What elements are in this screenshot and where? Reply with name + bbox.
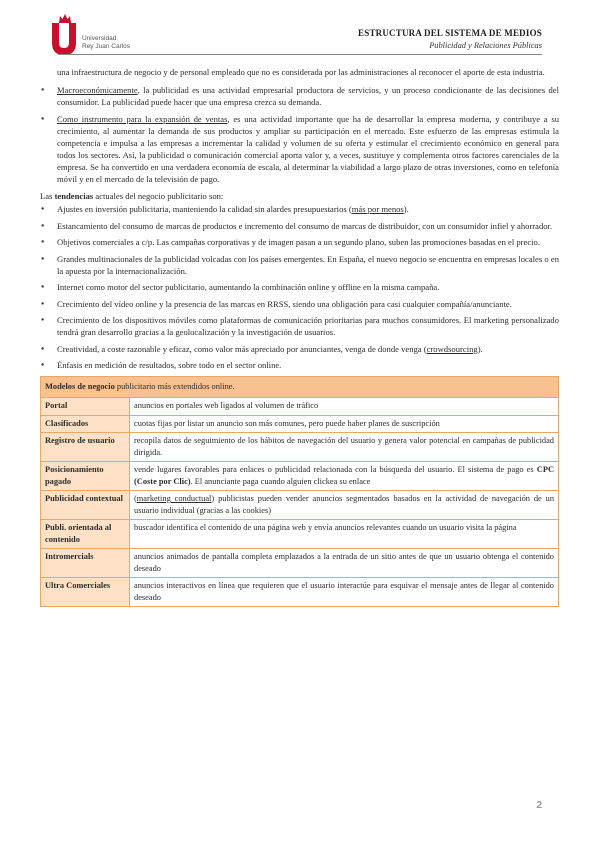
model-description-text: ) publicistas pueden vender anuncios segmentados basados en la actividad de navegación de un usuario individual (gracias a las cookies): [134, 494, 555, 515]
list-item: [40, 343, 559, 355]
model-name: Registro de usuario: [41, 433, 130, 462]
table-row: [41, 415, 559, 433]
table-row: [41, 578, 559, 607]
trend-end: ).: [403, 204, 409, 214]
model-name: Publi. orientada al contenido: [41, 520, 130, 549]
list-item: ● Grandes multinacionales de la publicidad volcadas con los países emergentes. En España, el nuevo negocio se encuentra en empresas locales o en la apuesta por la internacionalización.: [40, 253, 559, 277]
model-name: Publicidad contextual: [41, 491, 130, 520]
model-description: anuncios en portales web ligados al volumen de tráfico: [130, 398, 559, 416]
table-header-row: [41, 376, 559, 398]
model-name: Ultra Comerciales: [41, 578, 130, 607]
trend-end: ).: [477, 343, 483, 354]
trends-intro-after: actuales del negocio publicitario son:: [93, 191, 224, 201]
document-subtitle: Publicidad y Relaciones Públicas: [429, 41, 542, 50]
bullet-text: , es una actividad importante que ha de desarrollar la empresa moderna, y contribuye a su crecimiento, al aumentar la demanda de sus productos y ampliar su participación en el mercado. Este esfuerzo de las empresas estimula la competencia e impulsa a las empresas a incrementar la calidad y volumen de su oferta y estimular el crecimiento económico en general para todos los sectores. Así, la publicidad o comunicación comercial aporta valor y, a veces, sustituye y complementa otros factores carenciales de la empresa. Se ha convertido en una verdadera economía de escala, al determinar la viabilidad a largo plazo de otras inversiones, como en telefonía móvil y en el mercado de la televisión de pago.: [57, 114, 560, 184]
trends-list: [40, 203, 559, 371]
trend-text: Ajustes en inversión publicitaria, manteniendo la calidad sin alardes presupuestarios (: [57, 204, 352, 214]
model-description: recopila datos de seguimiento de los hábitos de navegación del usuario y genera valor potencial en campañas de publicidad dirigida.: [130, 433, 559, 462]
model-name: Clasificados: [41, 415, 130, 433]
page-content: [40, 66, 559, 607]
list-item: [40, 113, 559, 185]
table-row: [41, 549, 559, 578]
trend-underlined: más por menos: [351, 204, 404, 214]
list-item: ● Estancamiento del consumo de marcas de productos e incremento del consumo de marcas de distribuidor, con un consumidor infiel y ahorrador.: [40, 220, 559, 232]
model-description: buscador identifica el contenido de una página web y envía anuncios relevantes cuando un usuario visita la página: [130, 520, 559, 549]
list-item: ● Objetivos comerciales a c/p. Las campañas corporativas y de imagen pasan a un segundo plano, suben las promociones basadas en el precio.: [40, 236, 559, 248]
list-item: ● Crecimiento del vídeo online y la presencia de las marcas en RRSS, siendo una obligación para casi cualquier compañía/anunciante.: [40, 298, 559, 310]
university-name-line1: Universidad: [82, 35, 117, 42]
table-row: [41, 520, 559, 549]
business-models-table: [40, 376, 559, 608]
list-item: ● Crecimiento de los dispositivos móviles como plataformas de comunicación prioritarias para muchos consumidores. El marketing personalizado tendrá gran desarrollo gracias a la geolocalización y la investigación de usuarios.: [40, 314, 559, 338]
list-item: ● Internet como motor del sector publicitario, aumentando la combinación online y offline en la misma campaña.: [40, 281, 559, 293]
trends-intro: [40, 190, 559, 202]
table-row: [41, 433, 559, 462]
model-name: Posicionamiento pagado: [41, 462, 130, 491]
trends-keyword: tendencias: [54, 191, 94, 201]
model-description: [130, 462, 559, 491]
model-description: [130, 491, 559, 520]
model-description: anuncios animados de pantalla completa emplazados a la entrada de un sitio antes de que un usuario obtenga el contenido deseado: [130, 549, 559, 578]
u-emblem-icon: [50, 23, 78, 55]
model-description-text: vende lugares favorables para enlaces o publicidad relacionada con la búsqueda del usuario. El sistema de pago es: [134, 465, 537, 474]
table-header-rest: publicitario más extendidos online.: [114, 381, 235, 391]
list-item: [40, 203, 559, 215]
trend-underlined: crowdsourcing: [426, 343, 478, 354]
model-description-text: . El anunciante paga cuando alguien clickea su enlace: [190, 476, 371, 486]
table-row: [41, 398, 559, 416]
university-name: [82, 35, 130, 51]
table-row: [41, 491, 559, 520]
continuation-paragraph: una infraestructura de negocio y de personal empleado que no es considerada por las administraciones al reconocer el aporte de esta industria.: [57, 67, 545, 77]
document-title: ESTRUCTURA DEL SISTEMA DE MEDIOS: [358, 28, 542, 38]
paren-open: (: [134, 494, 137, 503]
university-name-line2: Rey Juan Carlos: [82, 43, 131, 50]
list-item: ● Énfasis en medición de resultados, sobre todo en el sector online.: [40, 359, 559, 371]
table-row: [41, 462, 559, 491]
table-header-cell: [41, 376, 559, 398]
crown-icon: [59, 14, 71, 23]
trends-intro-before: Las: [40, 191, 55, 201]
model-name: Intromercials: [41, 549, 130, 578]
bullet-text: , la publicidad es una actividad empresarial productora de servicios, y un proceso condicionante de las decisiones del consumidor. La publicidad puede hacer que una empresa crezca su demanda.: [57, 85, 559, 107]
trend-text: Creatividad, a coste razonable y eficaz, como valor más apreciado por anunciantes, venga de donde venga (: [57, 343, 427, 354]
header-divider: [58, 54, 542, 55]
bullet-lead: Macroeconómicamente: [57, 85, 138, 95]
behavioral-marketing-term: marketing conductual: [136, 494, 212, 503]
cpc-term: CPC (Coste por Clic): [134, 465, 554, 486]
university-logo: [50, 14, 140, 56]
model-description: anuncios interactivos en línea que requieren que el usuario interactúe para esquivar el mensaje antes de llegar al contenido deseado: [130, 578, 559, 607]
economic-role-list: [40, 84, 559, 185]
model-description: cuotas fijas por listar un anuncio son más comunes, pero puede haber planes de suscripción: [130, 415, 559, 433]
list-item: [40, 84, 559, 108]
table-header-bold: Modelos de negocio: [45, 381, 115, 391]
model-name: Portal: [41, 398, 130, 416]
page-number: 2: [536, 800, 542, 811]
bullet-lead: Como instrumento para la expansión de ventas: [57, 114, 228, 124]
